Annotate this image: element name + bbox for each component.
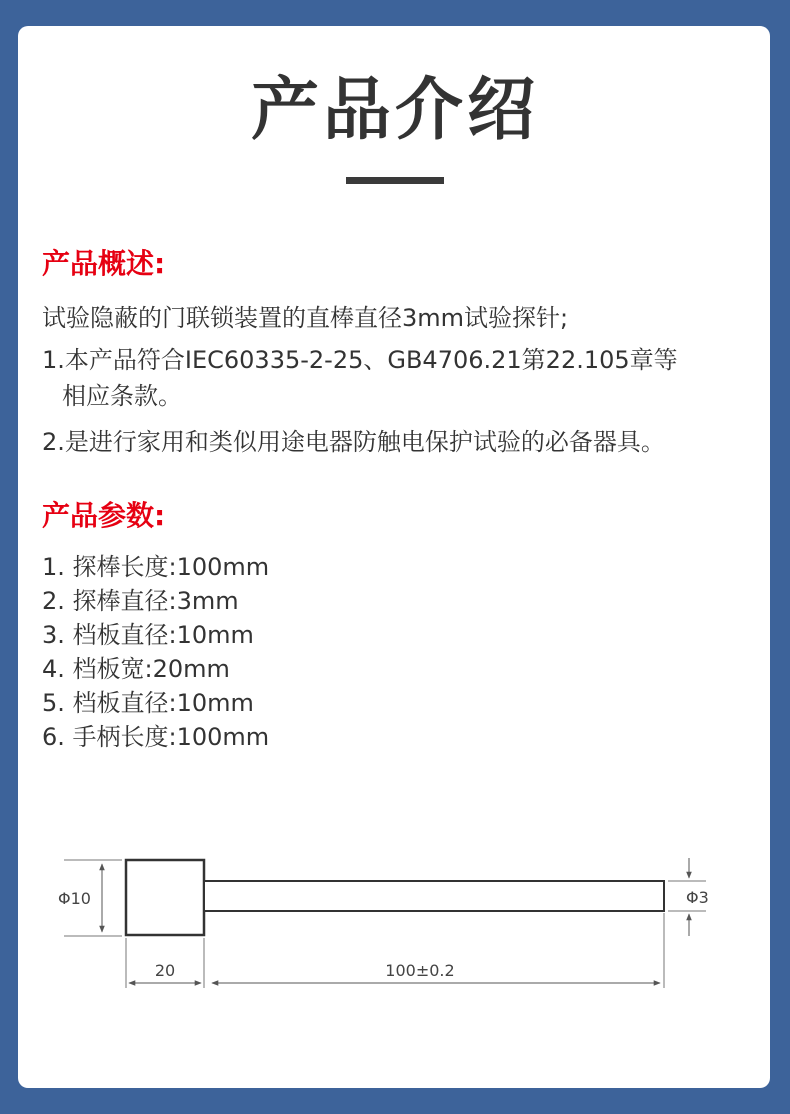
probe-rod	[204, 881, 664, 911]
block-diameter-dimension	[58, 860, 122, 936]
rod-length-label: 100±0.2	[385, 961, 455, 980]
rod-diameter-dimension	[668, 858, 709, 936]
overview-item-1: 1.本产品符合IEC60335-2-25、GB4706.21第22.105章等	[42, 346, 678, 374]
param-item: 4. 档板宽:20mm	[42, 655, 230, 683]
param-item: 6. 手柄长度:100mm	[42, 723, 270, 751]
param-item: 5. 档板直径:10mm	[42, 689, 254, 717]
params-heading: 产品参数:	[42, 499, 166, 532]
param-item: 3. 档板直径:10mm	[42, 621, 254, 649]
probe-block	[126, 860, 204, 935]
block-width-label: 20	[154, 961, 176, 980]
page-title: 产品介绍	[250, 71, 539, 150]
overview-item-2: 2.是进行家用和类似用途电器防触电保护试验的必备器具。	[42, 428, 665, 456]
length-dimensions	[126, 913, 664, 988]
overview-item-1-continued: 相应条款。	[62, 382, 182, 410]
param-item: 2. 探棒直径:3mm	[42, 587, 239, 615]
param-item: 1. 探棒长度:100mm	[42, 553, 270, 581]
overview-intro: 试验隐蔽的门联锁装置的直棒直径3mm试验探针;	[42, 304, 569, 332]
overview-heading: 产品概述:	[42, 247, 166, 280]
rod-diameter-label: Φ3	[686, 888, 709, 907]
block-diameter-label: Φ10	[58, 889, 91, 908]
